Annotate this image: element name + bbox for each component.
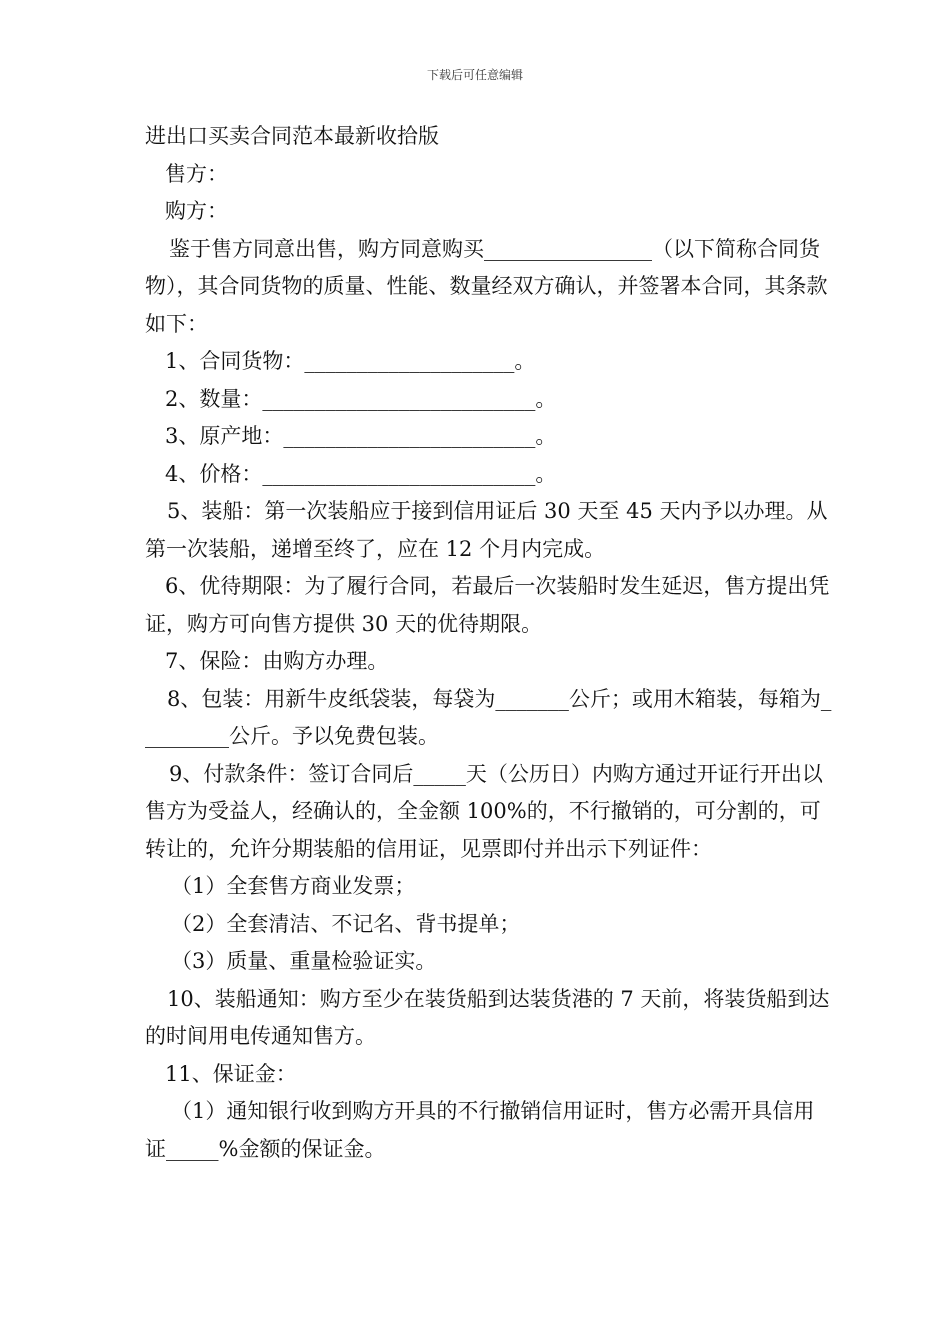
contract-body xyxy=(145,118,835,1168)
clause-6: 6、优待期限：为了履行合同，若最后一次装船时发生延迟，售方提出凭证，购方可向售方提供 30 天的优待期限。 xyxy=(145,574,830,636)
clause-3: 3、原产地：________________________。 xyxy=(165,424,557,448)
page-header: 下载后可任意编辑 xyxy=(426,68,523,82)
clause-10: 10、装船通知：购方至少在装货船到达装货港的 7 天前，将装货船到达的时间用电传通知售方。 xyxy=(145,986,830,1048)
required-document-1: （1）全套售方商业发票； xyxy=(171,874,416,898)
clause-11-title: 11、保证金： xyxy=(165,1061,297,1086)
clause-11-item-1: （1）通知银行收到购方开具的不行撤销信用证时，售方必需开具信用证_____%金额的保证金。 xyxy=(145,1099,815,1161)
buyer-line: 购方： xyxy=(165,199,228,223)
required-document-3: （3）质量、重量检验证实。 xyxy=(171,949,437,973)
clause-8: 8、包装：用新牛皮纸袋装，每袋为_______公斤；或用木箱装，每箱为_________公斤。予以免费包装。 xyxy=(145,686,832,748)
clause-5: 5、装船：第一次装船应于接到信用证后 30 天至 45 天内予以办理。从第一次装船，递增至终了，应在 12 个月内完成。 xyxy=(145,499,828,561)
clause-4: 4、价格：__________________________。 xyxy=(165,461,557,486)
document-title: 进出口买卖合同范本最新收拾版 xyxy=(145,124,439,148)
clause-7: 7、保险：由购方办理。 xyxy=(165,649,389,673)
clause-1: 1、合同货物：____________________。 xyxy=(165,349,536,373)
seller-line: 售方： xyxy=(165,161,228,186)
intro-paragraph: 鉴于售方同意出售，购方同意购买________________（以下简称合同货物），其合同货物的质量、性能、数量经双方确认，并签署本合同，其条款如下： xyxy=(145,236,828,336)
clause-9: 9、付款条件：签订合同后_____天（公历日）内购方通过开证行开出以售方为受益人，经确认的，全金额 100%的，不行撤销的，可分割的，可转让的，允许分期装船的信用证，见票即付并出示下列证件： xyxy=(145,761,823,861)
required-document-2: （2）全套清洁、不记名、背书提单； xyxy=(171,911,521,936)
clause-2: 2、数量：__________________________。 xyxy=(165,386,557,411)
